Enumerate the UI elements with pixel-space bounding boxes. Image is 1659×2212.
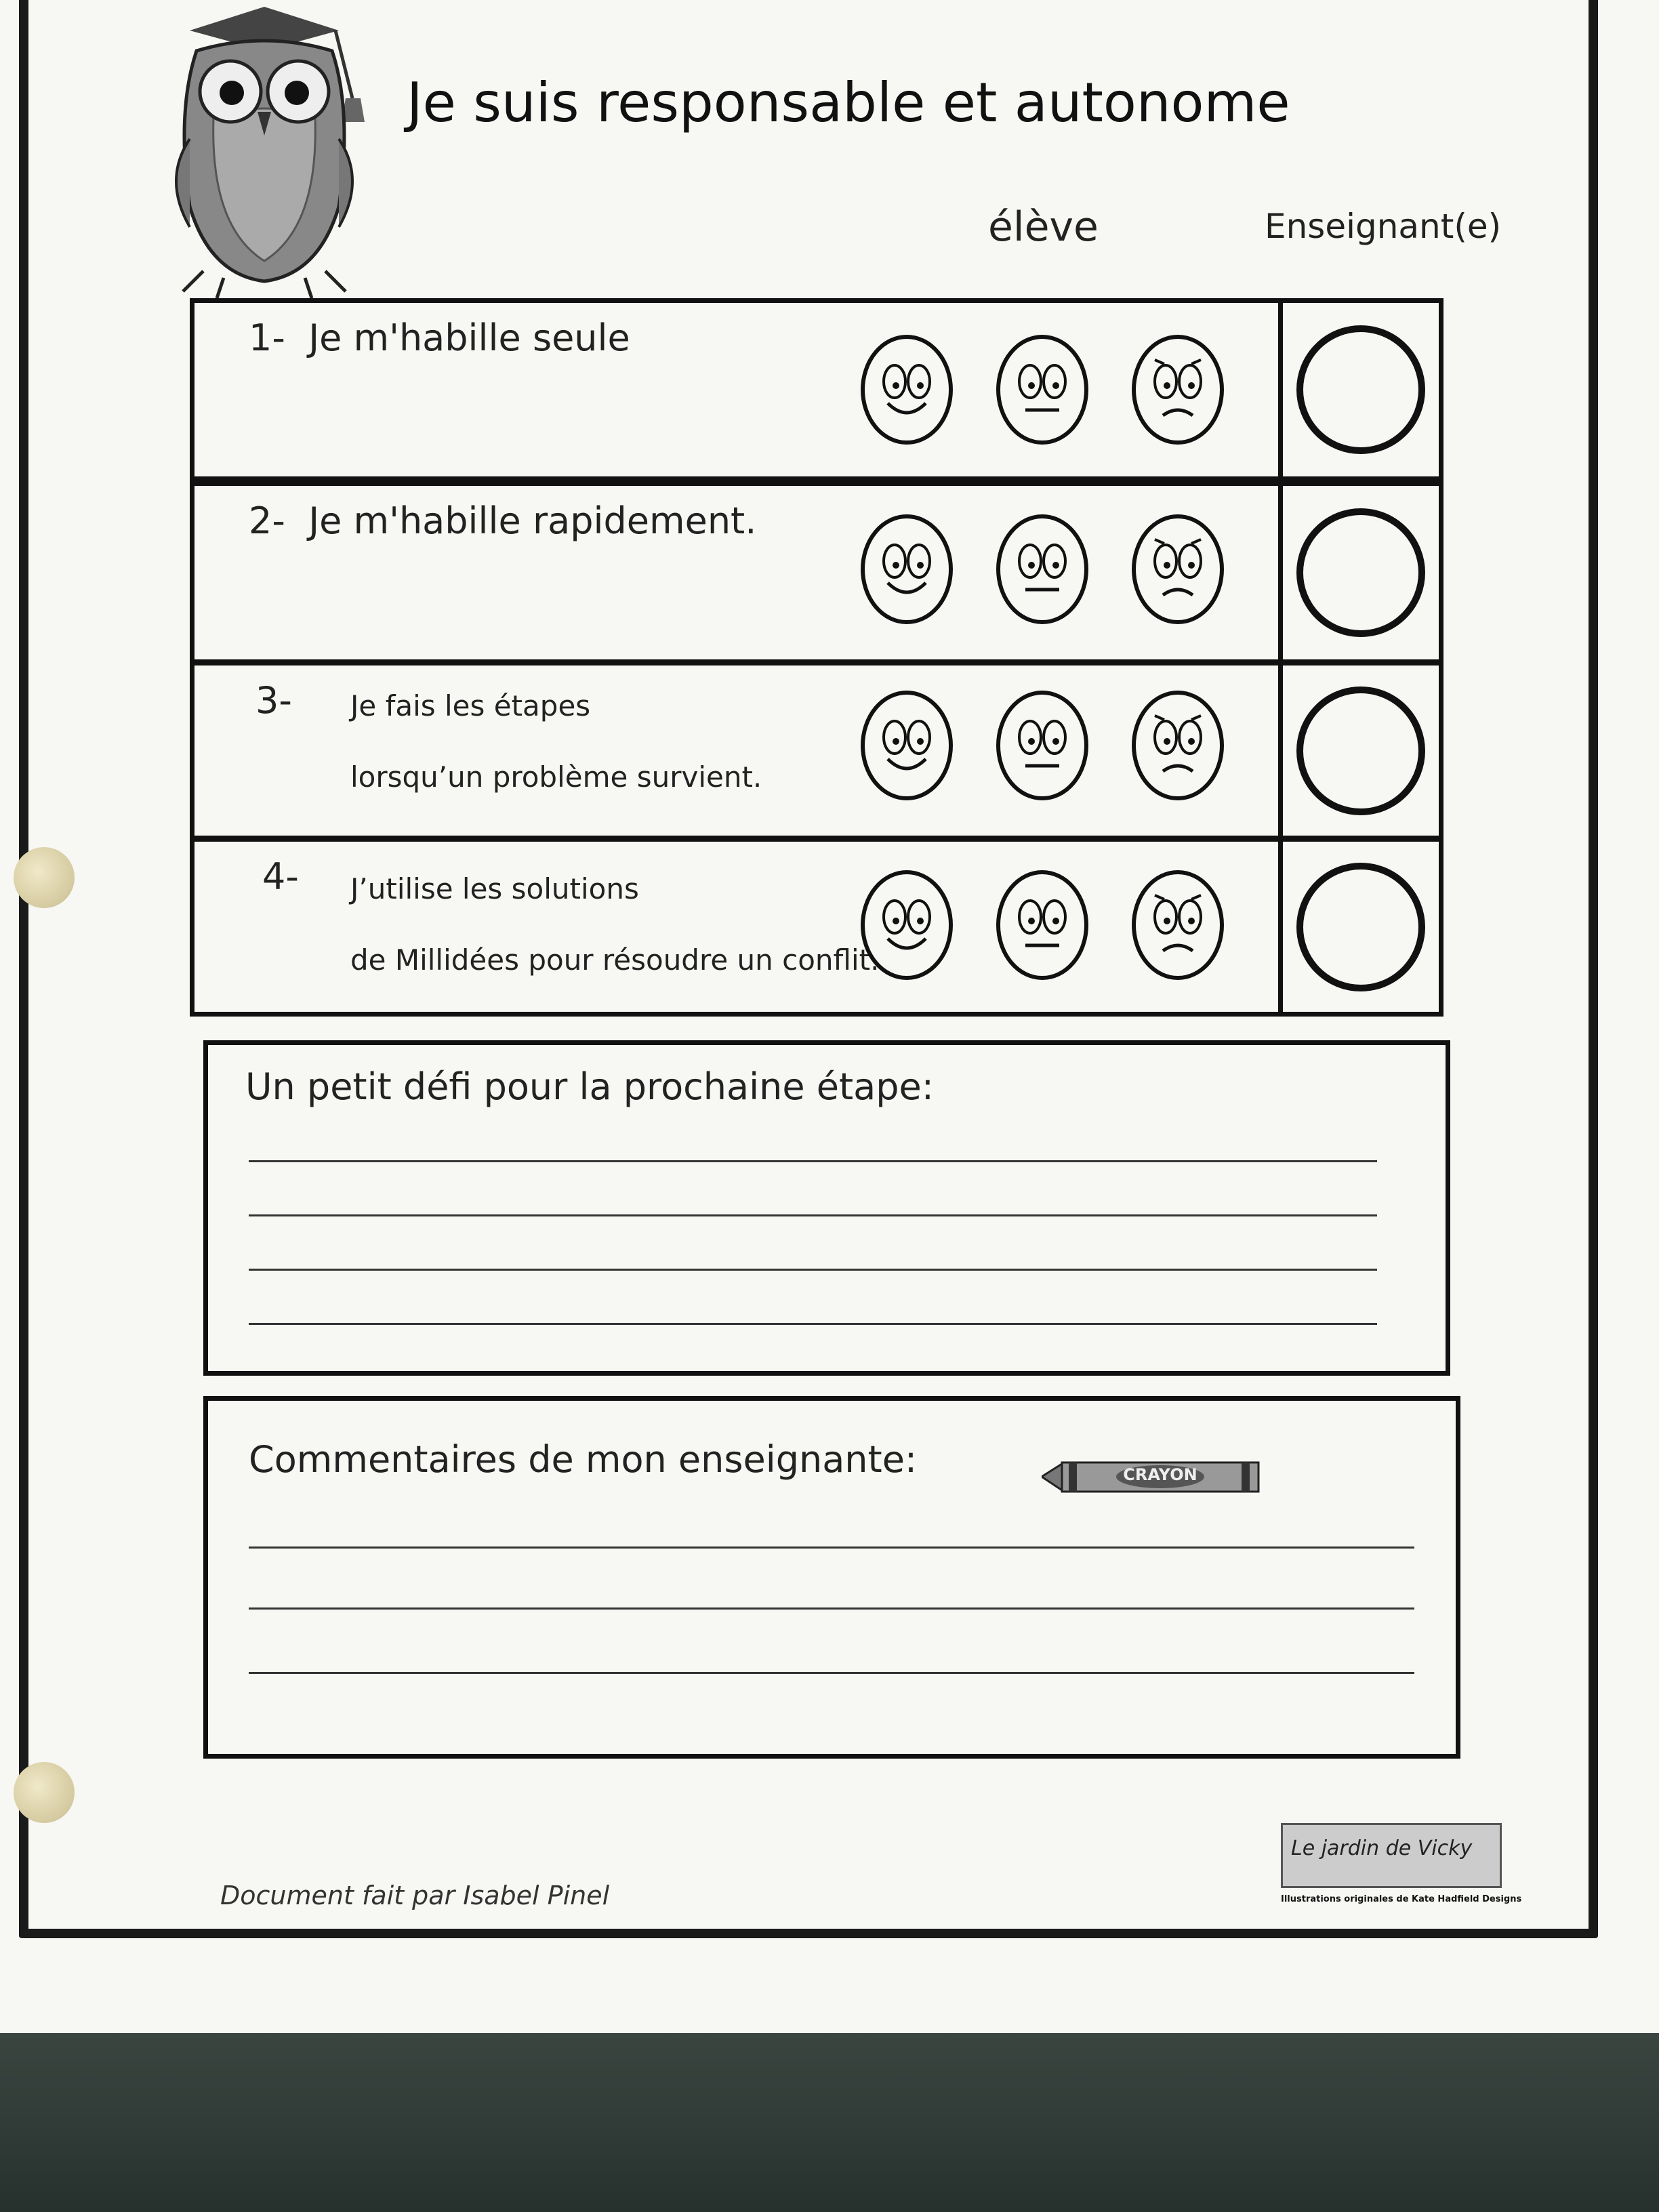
criteria-row bbox=[190, 837, 1443, 1017]
teacher-rating-circle[interactable] bbox=[1296, 687, 1425, 815]
row-text-line2: lorsqu’un problème survient. bbox=[350, 760, 762, 794]
criteria-row bbox=[190, 661, 1443, 840]
sad-face-icon[interactable] bbox=[1127, 512, 1229, 627]
teacher-rating-circle[interactable] bbox=[1296, 325, 1425, 454]
teacher-rating-cell bbox=[1278, 303, 1439, 476]
owl-graduate-icon bbox=[149, 3, 373, 302]
page-title: Je suis responsable et autonome bbox=[407, 71, 1290, 134]
binder-hole bbox=[14, 1762, 75, 1823]
happy-face-icon[interactable] bbox=[856, 332, 958, 447]
binder-hole bbox=[14, 847, 75, 908]
row-text-line2: de Millidées pour résoudre un conflit. bbox=[350, 943, 880, 977]
student-column-header: élève bbox=[988, 203, 1099, 251]
writing-line[interactable] bbox=[249, 1214, 1377, 1216]
writing-line[interactable] bbox=[249, 1607, 1414, 1610]
comments-box bbox=[203, 1396, 1460, 1759]
writing-line[interactable] bbox=[249, 1160, 1377, 1162]
writing-line[interactable] bbox=[249, 1547, 1414, 1549]
neutral-face-icon[interactable] bbox=[991, 867, 1093, 983]
challenge-box bbox=[203, 1040, 1450, 1376]
author-credit: Document fait par Isabel Pinel bbox=[220, 1881, 610, 1910]
teacher-column-header: Enseignant(e) bbox=[1265, 207, 1502, 246]
writing-line[interactable] bbox=[249, 1672, 1414, 1674]
brand-logo bbox=[1281, 1823, 1522, 1918]
row-text: 2- Je m'habille rapidement. bbox=[249, 499, 757, 542]
neutral-face-icon[interactable] bbox=[991, 332, 1093, 447]
happy-face-icon[interactable] bbox=[856, 867, 958, 983]
teacher-rating-circle[interactable] bbox=[1296, 863, 1425, 991]
crayon-icon bbox=[1042, 1458, 1265, 1496]
writing-line[interactable] bbox=[249, 1269, 1377, 1271]
neutral-face-icon[interactable] bbox=[991, 512, 1093, 627]
challenge-label: Un petit défi pour la prochaine étape: bbox=[245, 1065, 934, 1108]
writing-line[interactable] bbox=[249, 1323, 1377, 1325]
desk-background bbox=[0, 2033, 1659, 2212]
crayon-label: CRAYON bbox=[1123, 1465, 1197, 1484]
sad-face-icon[interactable] bbox=[1127, 688, 1229, 803]
criteria-row bbox=[190, 298, 1443, 481]
logo-credit: Illustrations originales de Kate Hadfield Designs bbox=[1281, 1894, 1522, 1904]
criteria-row bbox=[190, 481, 1443, 664]
sad-face-icon[interactable] bbox=[1127, 867, 1229, 983]
row-text-line1: J’utilise les solutions bbox=[350, 872, 639, 905]
teacher-rating-circle[interactable] bbox=[1296, 508, 1425, 637]
row-number: 4- bbox=[262, 855, 299, 898]
row-number: 3- bbox=[255, 679, 292, 722]
teacher-rating-cell bbox=[1278, 842, 1439, 1012]
happy-face-icon[interactable] bbox=[856, 512, 958, 627]
happy-face-icon[interactable] bbox=[856, 688, 958, 803]
neutral-face-icon[interactable] bbox=[991, 688, 1093, 803]
teacher-rating-cell bbox=[1278, 665, 1439, 836]
row-text-line1: Je fais les étapes bbox=[350, 689, 591, 722]
logo-text: Le jardin de Vicky bbox=[1291, 1837, 1473, 1860]
comments-label: Commentaires de mon enseignante: bbox=[249, 1438, 918, 1481]
teacher-rating-cell bbox=[1278, 486, 1439, 659]
sad-face-icon[interactable] bbox=[1127, 332, 1229, 447]
row-text: 1- Je m'habille seule bbox=[249, 316, 630, 359]
